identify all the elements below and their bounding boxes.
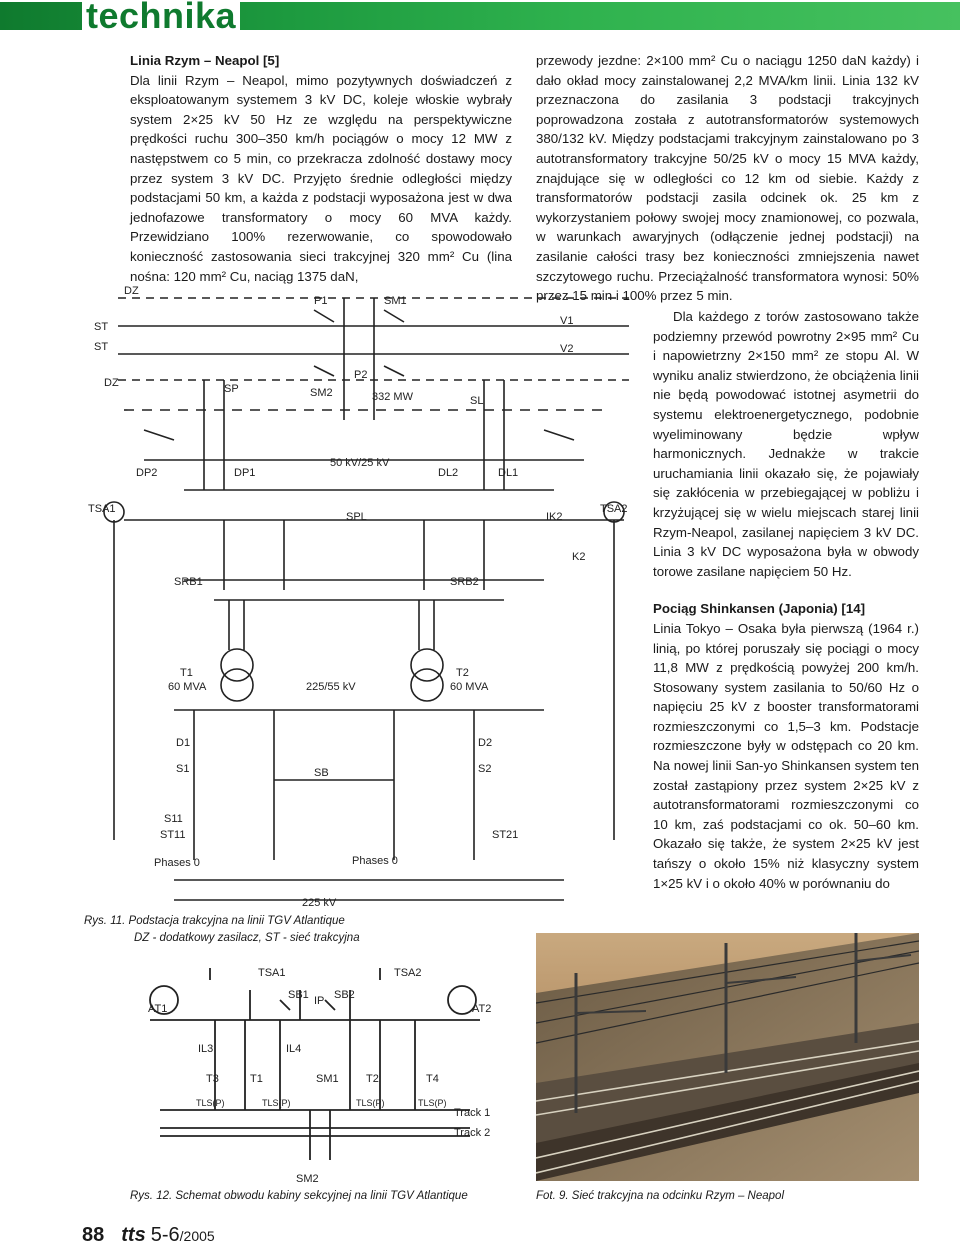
label-dl1: DL1: [498, 467, 519, 479]
fig12-label-track-2: Track 2: [454, 1127, 491, 1139]
figure-11-caption-line2: DZ - dodatkowy zasilacz, ST - sieć trakcyjna: [134, 932, 360, 944]
column-right-text-narrow: [653, 307, 919, 893]
page-number: 88: [82, 1224, 105, 1246]
label-p2: P2: [354, 369, 368, 381]
paragraph-continuation: przewody jezdne: 2×100 mm² Cu o naciągu 1250 daN każdy) i dało okład mocy zainstalowanej 2,2 MVA/km linii. Linia 132 kV przeznaczona do zasilania 3 podstacji trakcyjnych poprowadzona została z autotransformatorów systemowych 380/132 kV. Między podstacjami trakcyjnym zainstalowano po 3 autotransformatory trakcyjne 50/25 kV o mocy 15 MVA każdy, znajdujące się w odległości co 12 km od siebie. Każdy z transformatorów podstacji zasila odcinek ok. 25 km z wykorzystaniem połowy swojej mocy znamionowej, co pozwala, w warunkach awaryjnych (odłączenie jednej podstacji) na zasilanie całości trasy bez konieczności zmniejszenia nawet szczytowego ruchu. Przeciążalność transformatora wynosi: 50% przez 15 min i 100% przez 5 min.: [536, 53, 919, 304]
figure-11-caption: [84, 913, 360, 947]
fig12-label-at2: AT2: [472, 1003, 492, 1015]
label-dz: DZ: [124, 285, 139, 297]
section-header: [0, 0, 960, 34]
label-225-55-kv: 225/55 kV: [306, 681, 356, 693]
fig12-label-tsa1: TSA1: [258, 967, 286, 979]
fig12-label-ip: IP: [314, 995, 325, 1007]
label-t2-power: 60 MVA: [450, 681, 489, 693]
paragraph-return-conductor: Dla każdego z torów zastosowano także podziemny przewód powrotny 2×95 mm² Cu i napowietrzny 2×150 mm² ze stopu Al. W wyniku analiz stwierdzono, że obciążenia linii nie będą powodować istotnej asymetrii do systemu elektroenergetycznego, podobnie wyeliminowany będzie wpływ harmonicznych. Jednakże w trakcie uruchamiania linii okazało się, że pojawiały się zakłócenia w przebiegającej w pobliżu i krzyżującej się w wielu miejscach starej linii Rzym-Neapol, zasilanej napięciem 3 kV DC. Linia 3 kV DC wyposażona była w obwody torowe zasilane napięciem 50 Hz.: [653, 309, 919, 579]
label-dz-2: DZ: [104, 377, 119, 389]
label-st21: ST21: [492, 829, 519, 841]
label-v2: V2: [560, 343, 574, 355]
fig12-label-track-1: Track 1: [454, 1107, 491, 1119]
photo-9-catenary: [536, 933, 919, 1181]
photo-9-caption: Fot. 9. Sieć trakcyjna na odcinku Rzym – Neapol: [536, 1190, 785, 1202]
label-p1: P1: [314, 295, 328, 307]
figure-11-caption-line1: Rys. 11. Podstacja trakcyjna na linii TGV Atlantique: [84, 915, 345, 927]
label-50-25-kv: 50 kV/25 kV: [330, 457, 390, 469]
issue-year: /2005: [179, 1228, 215, 1244]
label-d2: D2: [478, 737, 493, 749]
section-title: technika: [82, 0, 240, 36]
label-t2: T2: [456, 667, 469, 679]
label-sb: SB: [314, 767, 329, 779]
paragraph-rome-naples: Dla linii Rzym – Neapol, mimo pozytywnych doświadczeń z eksploatowanym systemem 3 kV DC, koleje włoskie wybrały system 2×25 kV 50 Hz ze względu na perspektywiczne prędkości ruchu 300–350 km/h pociągów o mocy 12 MW z następstwem co 5 min, co przekracza zdolność dostawy mocy przez system 3 kV DC. Przyjęto średnie odległości między podstacjami 50 km, a każda z podstacji wyposażona jest w dwa jednofazowe transformatory o mocy 60 MVA każdy. Przewidziano 100% rezerwowanie, co spowodowało konieczność zastosowania sieci trakcyjnej 320 mm² Cu (lina nośna: 120 mm² Cu, naciąg 1375 daN,: [130, 72, 512, 284]
label-sp: SP: [224, 383, 239, 395]
fig12-label-t1: T1: [250, 1073, 263, 1085]
fig12-label-il3: IL3: [198, 1043, 214, 1055]
fig12-label-tls-4: TLS(P): [418, 1098, 447, 1108]
fig12-label-sb1: SB1: [288, 989, 309, 1001]
label-srb1: SRB1: [174, 576, 203, 588]
label-st11: ST11: [160, 829, 186, 841]
label-phases-0-right: Phases 0: [352, 855, 398, 867]
fig12-label-t4: T4: [426, 1073, 439, 1085]
label-ik2: IK2: [546, 511, 563, 523]
figure-12-caption: Rys. 12. Schemat obwodu kabiny sekcyjnej na linii TGV Atlantique: [130, 1190, 468, 1202]
paragraph-shinkansen: Linia Tokyo – Osaka była pierwszą (1964 r.) linią, po której poruszały się pociągi o mocy 11,8 MW z prędkością powyżej 200 km/h. Stosowany system zasilania to 50/60 Hz o napięciu 25 kV z booster transformatorami rozmieszczonymi co 1,5–3 km. Podstacje rozmieszczone były w odstępach co 20 km. Na nowej linii San-yo Shinkansen system ten został zastąpiony przez system 2×25 kV z autotransformatorami rozmieszczonymi co 10 km, zaś podstacjami co ok. 50–60 km. Okazało się także, że system 2×25 kV jest tańszy o około 15% niż klasyczny system 1×25 kV i o około 40% w porównaniu do: [653, 620, 919, 891]
label-sm1: SM1: [384, 295, 407, 307]
label-dp1: DP1: [234, 467, 256, 479]
label-332-mw: 332 MW: [372, 391, 413, 403]
label-dl2: DL2: [438, 467, 459, 479]
fig12-label-at1: AT1: [148, 1003, 168, 1015]
issue-number: 5-6: [150, 1224, 180, 1246]
label-tsa1: TSA1: [88, 503, 116, 515]
journal-logo: tts: [121, 1224, 146, 1246]
fig12-label-sm1: SM1: [316, 1073, 339, 1085]
figure-11-substation-schematic: [84, 280, 644, 910]
label-tsa2: TSA2: [600, 503, 628, 515]
fig12-label-tsa2: TSA2: [394, 967, 422, 979]
label-st-2: ST: [94, 341, 109, 353]
fig12-label-t2: T2: [366, 1073, 379, 1085]
label-s2: S2: [478, 763, 492, 775]
label-dp2: DP2: [136, 467, 158, 479]
label-d1: D1: [176, 737, 191, 749]
label-s11: S11: [164, 813, 183, 825]
fig12-label-tls-3: TLS(P): [356, 1098, 385, 1108]
label-t1: T1: [180, 667, 193, 679]
fig12-label-tls-2: TLS(P): [262, 1098, 291, 1108]
label-v1: V1: [560, 315, 574, 327]
label-phases-0-left: Phases 0: [154, 857, 200, 869]
figure-12-section-cabin-schematic: [130, 960, 500, 1188]
heading-shinkansen: Pociąg Shinkansen (Japonia) [14]: [653, 601, 866, 617]
fig12-label-sm2: SM2: [296, 1173, 319, 1185]
fig12-label-sb2: SB2: [334, 989, 355, 1001]
column-right-text-top: [536, 51, 919, 306]
label-st-1: ST: [94, 321, 109, 333]
label-t1-power: 60 MVA: [168, 681, 207, 693]
label-sm2: SM2: [310, 387, 333, 399]
label-srb2: SRB2: [450, 576, 479, 588]
label-spl: SPL: [346, 511, 367, 523]
label-225-kv: 225 kV: [302, 897, 337, 909]
column-left-text: [130, 51, 512, 286]
page-footer: [82, 1224, 215, 1247]
label-k2: K2: [572, 551, 586, 563]
fig12-label-il4: IL4: [286, 1043, 302, 1055]
fig12-label-tls-1: TLS(P): [196, 1098, 225, 1108]
label-sl: SL: [470, 395, 484, 407]
fig12-label-t3: T3: [206, 1073, 219, 1085]
heading-rome-naples: Linia Rzym – Neapol [5]: [130, 53, 280, 68]
label-s1: S1: [176, 763, 190, 775]
